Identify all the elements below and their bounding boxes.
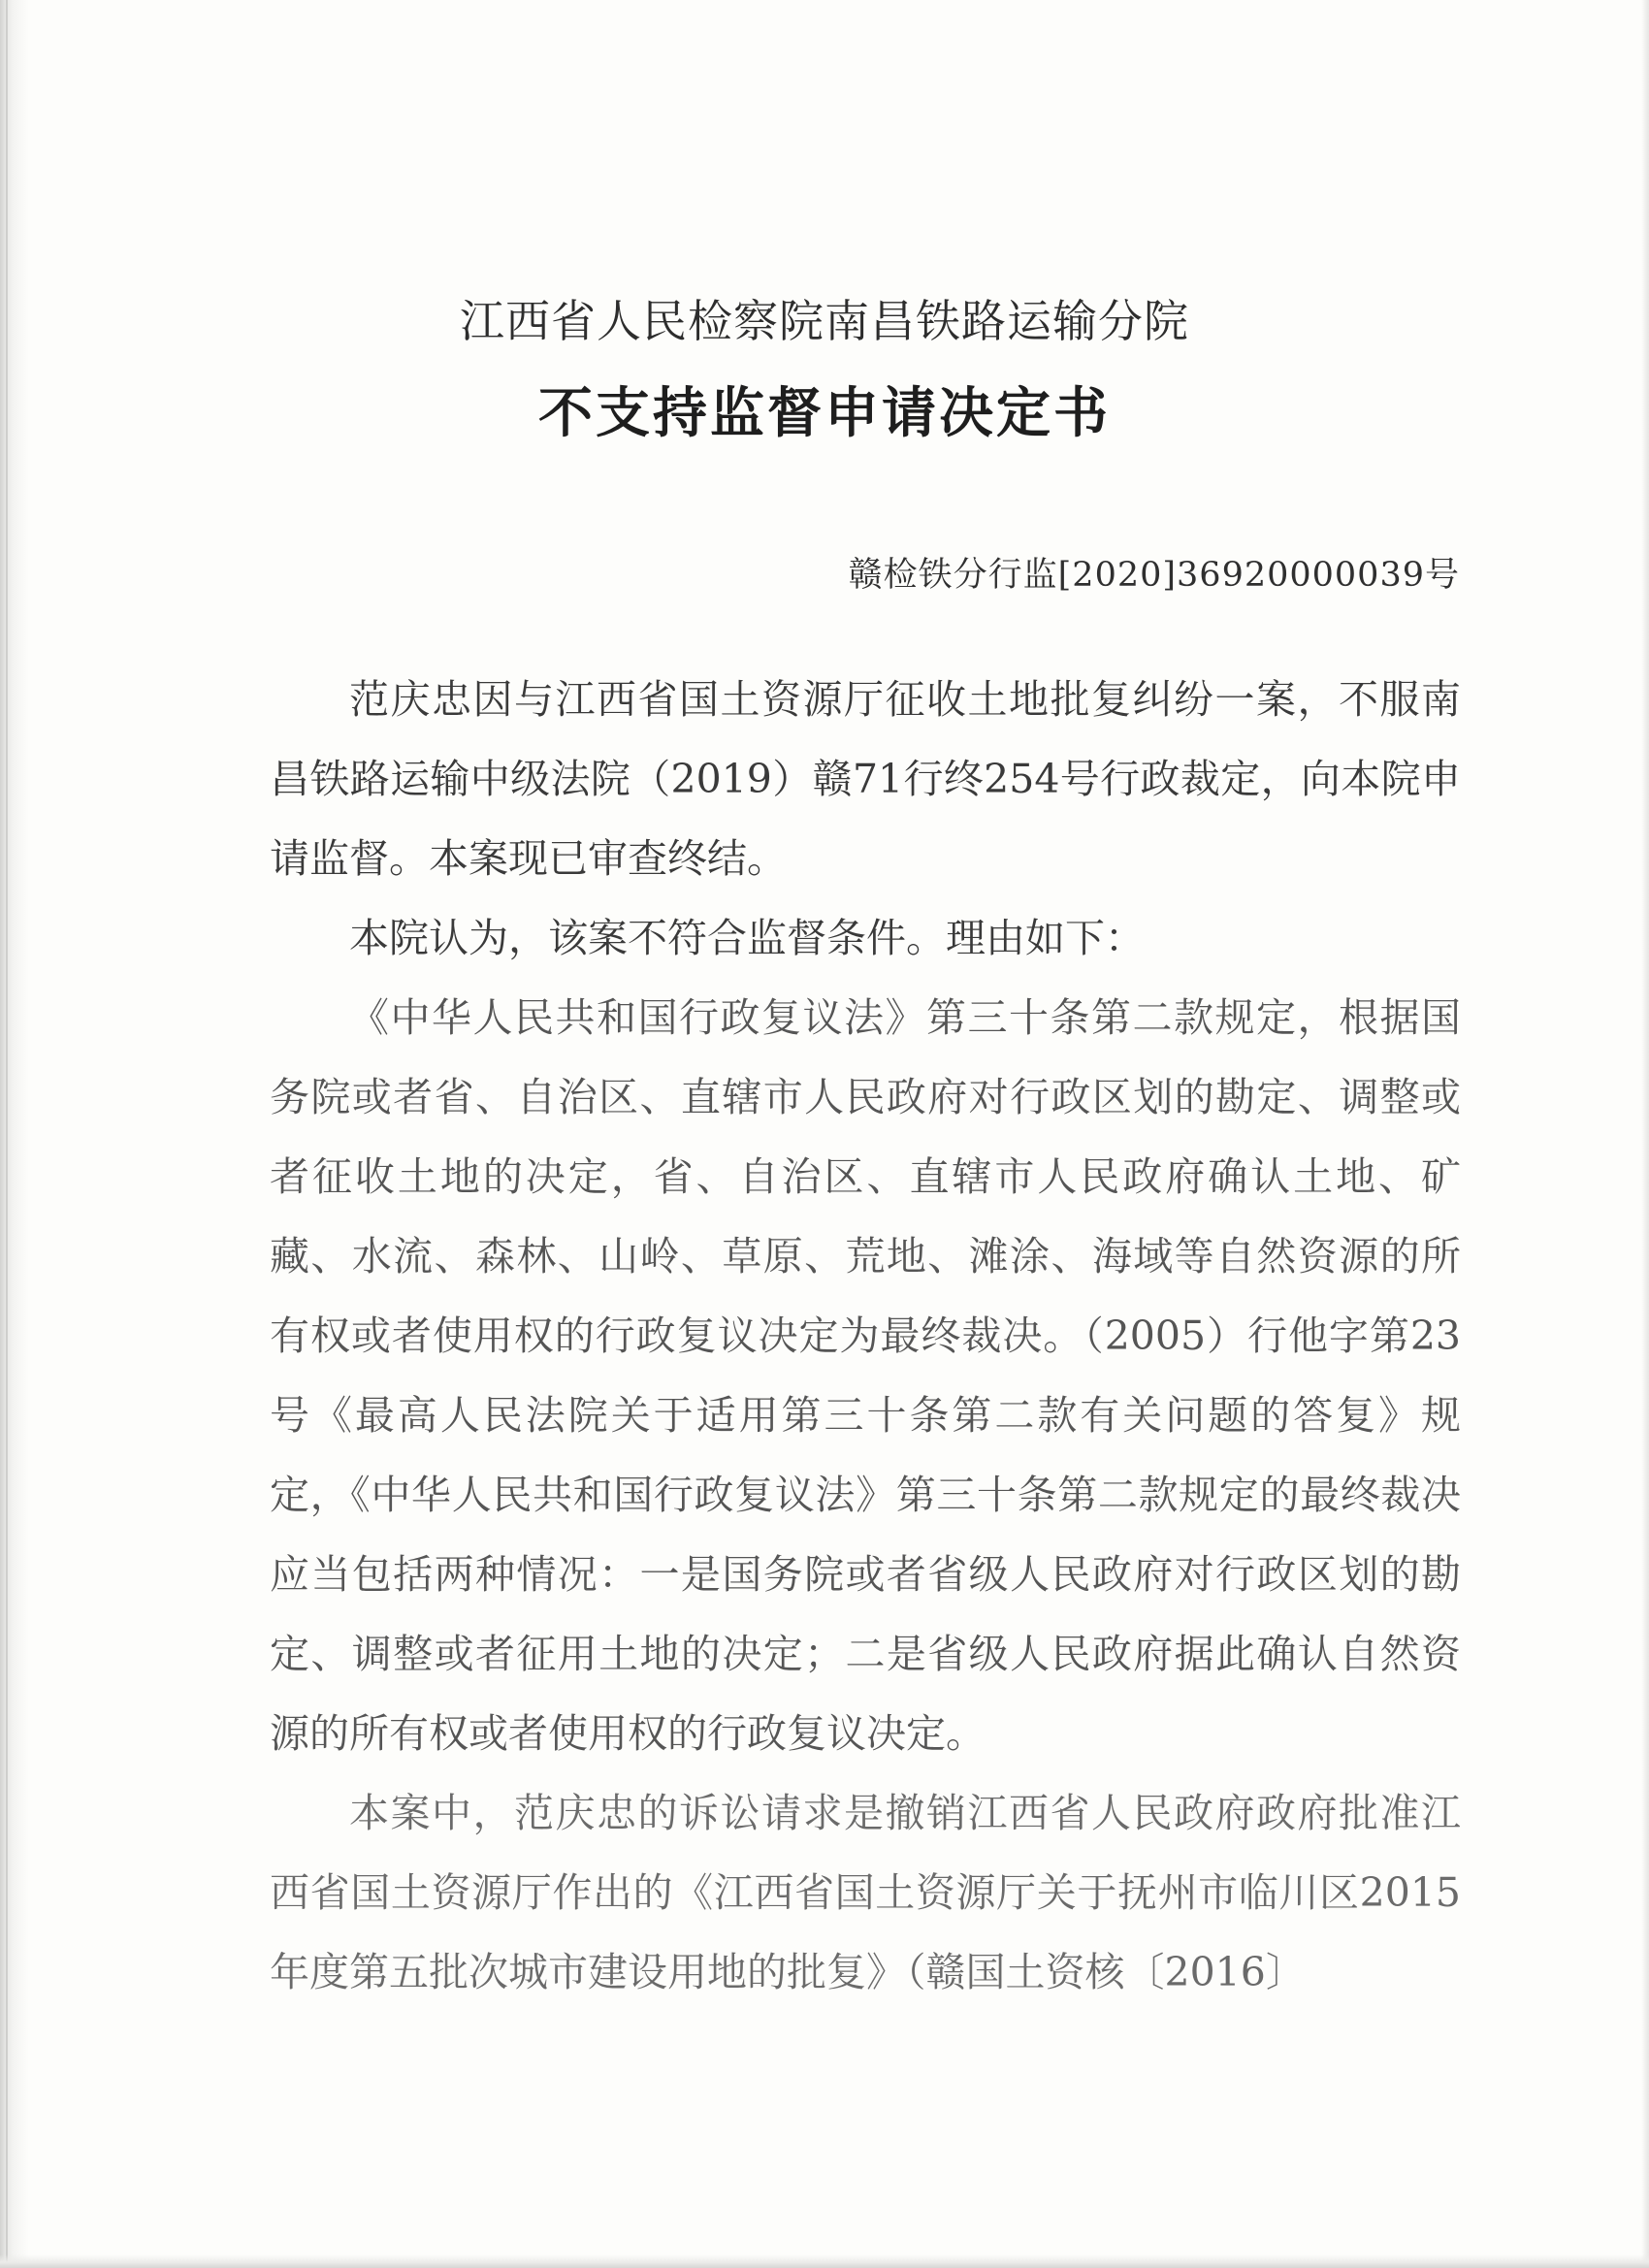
document-body bbox=[270, 660, 1461, 2012]
paragraph-opinion: 本院认为，该案不符合监督条件。理由如下： bbox=[349, 915, 1145, 961]
organization-title: 江西省人民检察院南昌铁路运输分院 bbox=[460, 295, 1189, 347]
paragraph-legal-basis: 《中华人民共和国行政复议法》第三十条第二款规定，根据国务院或者省、自治区、直辖市人民政府对行政区划的勘定、调整或者征收土地的决定，省、自治区、直辖市人民政府确认土地、矿藏、水流、森林、山岭、草原、荒地、滩涂、海域等自然资源的所有权或者使用权的行政复议决定为最终裁决。（2005）行他字第23号《最高人民法院关于适用第三十条第二款有关问题的答复》规定，《中华人民共和国行政复议法》第三十条第二款规定的最终裁决应当包括两种情况：一是国务院或者省级人民政府对行政区划的勘定、调整或者征用土地的决定；二是省级人民政府据此确认自然资源的所有权或者使用权的行政复议决定。 bbox=[270, 994, 1461, 1757]
document-title: 不支持监督申请决定书 bbox=[538, 381, 1111, 445]
paragraph-case-facts: 本案中，范庆忠的诉讼请求是撤销江西省人民政府政府批准江西省国土资源厅作出的《江西省国土资源厅关于抚州市临川区2015年度第五批次城市建设用地的批复》（赣国土资核〔2016〕 bbox=[270, 1790, 1461, 1995]
scan-edge-bottom bbox=[0, 2254, 1649, 2268]
document-number: 赣检铁分行监[2020]36920000039号 bbox=[848, 556, 1460, 595]
paragraph-case-summary: 范庆忠因与江西省国土资源厅征收土地批复纠纷一案，不服南昌铁路运输中级法院（2019）赣71行终254号行政裁定，向本院申请监督。本案现已审查终结。 bbox=[270, 676, 1461, 882]
